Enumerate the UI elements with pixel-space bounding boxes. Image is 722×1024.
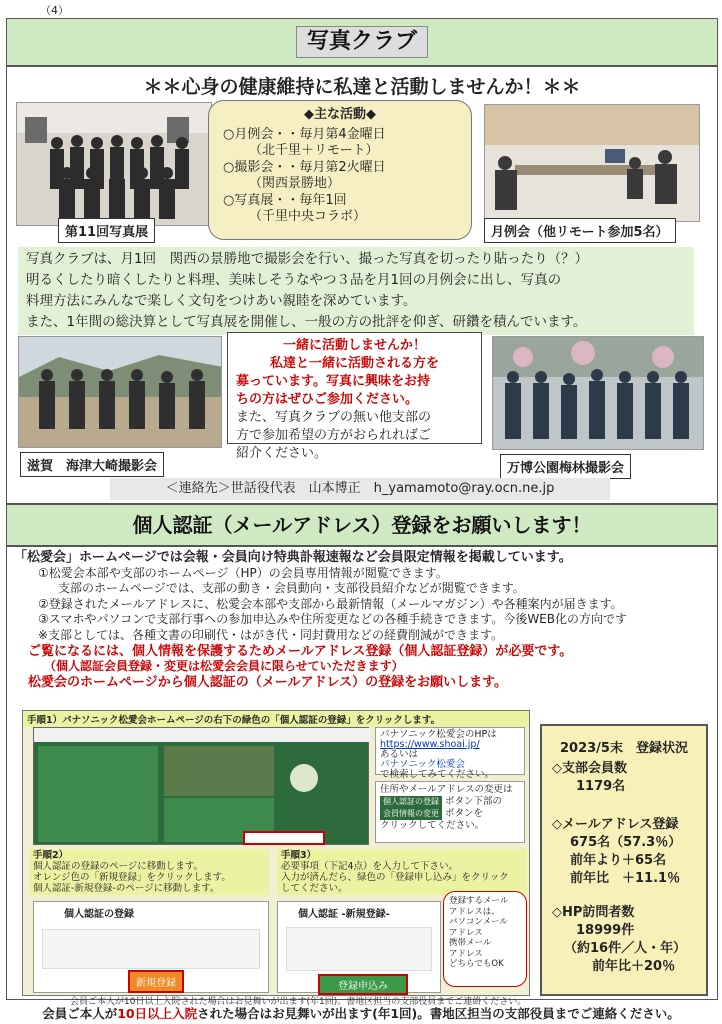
activity-line: ○写真展・・毎年1回 xyxy=(223,192,347,208)
footer-text: 会員ご本人が xyxy=(42,1006,118,1021)
step2-label xyxy=(29,849,269,895)
register-button-sample[interactable]: 個人認証の登録 xyxy=(380,796,442,808)
bubble-line: どちらでもOK xyxy=(449,959,504,969)
change-info-line: ボタンを xyxy=(445,808,484,819)
photo-club-description xyxy=(18,247,694,335)
stats-hp-label: ◇HP訪問者数 xyxy=(552,905,635,920)
apply-button[interactable]: 登録申込み xyxy=(318,974,408,995)
stats-email-value: 675名（57.3％） xyxy=(570,835,682,850)
change-info-line: ボタン下部の xyxy=(445,796,503,807)
registration-steps xyxy=(22,710,530,996)
bubble-line: アドレス xyxy=(449,927,483,938)
step2-line: 個人認証の登録のページに移動します。 xyxy=(33,861,204,872)
step3-line: してください。 xyxy=(281,883,348,894)
change-info-line: クリックしてください。 xyxy=(380,820,485,831)
photo-club-header xyxy=(6,18,718,66)
step3-line: 入力が済んだら、緑色の「登録申し込み」をクリック xyxy=(281,872,509,883)
hp-url-link[interactable]: https://www.shoai.jp/ xyxy=(380,739,480,750)
invite-line: 紹介ください。 xyxy=(236,446,328,461)
registration-red-line: ご覧になるには、個人情報を保護するためメールアドレス登録（個人認証登録）が必要です。 xyxy=(28,643,573,659)
stats-email-diff: 前年より＋65名 xyxy=(570,853,667,868)
stats-hp-ratio: 前年比＋20％ xyxy=(592,959,676,974)
step3-form-mock xyxy=(277,901,441,993)
invite-line: 私達と一緒に活動される方を xyxy=(269,356,439,371)
stats-members-label: ◇支部会員数 xyxy=(552,761,627,776)
step2-form-mock xyxy=(33,901,269,993)
stats-hp-value: 18999件 xyxy=(576,923,635,938)
shiga-photo xyxy=(18,336,222,448)
stats-hp-rate: （約16件／人・年） xyxy=(564,941,687,956)
banpaku-photo xyxy=(492,336,704,450)
step2-line: 手順2） xyxy=(33,850,69,861)
registration-red-line: （個人認証会員登録・変更は松愛会会員に限らせていただきます） xyxy=(44,659,404,674)
meeting-photo xyxy=(484,104,700,222)
bubble-line: アドレス xyxy=(449,948,483,959)
registration-item: ※支部としては、各種文書の印刷代・はがき代・同封費用などの経費削減ができます。 xyxy=(38,627,504,642)
step3-form-title: 個人認証 -新規登録- xyxy=(298,909,390,920)
step1-label: 手順1）パナソニック松愛会ホームページの右下の緑色の「個人認証の登録」をクリックします。 xyxy=(23,711,529,727)
registration-lead: 「松愛会」ホームページでは会報・会員向け特典訃報速報など会員限定情報を掲載しています。 xyxy=(14,550,572,565)
activity-line: （北千里＋リモート） xyxy=(249,143,379,158)
registration-item: ①松愛会本部や支部のホームページ（HP）の会員専用情報が閲覧できます。 xyxy=(38,565,448,580)
email-bubble xyxy=(443,891,527,987)
activity-line: （千里中央コラボ） xyxy=(249,209,367,224)
registration-header: 個人認証（メールアドレス）登録をお願いします！ xyxy=(6,504,718,546)
invite-line: ちの方はぜひご参加ください。 xyxy=(236,392,419,407)
registration-item: 支部のホームページでは、支部の動き・会員動向・支部役員紹介などが閲覧できます。 xyxy=(58,581,525,596)
exhibition-caption: 第11回写真展 xyxy=(58,218,155,243)
homepage-screenshot xyxy=(33,727,369,845)
shiga-caption: 滋賀 海津大崎撮影会 xyxy=(20,452,164,477)
registration-red-line: 松愛会のホームページから個人認証の（メールアドレス）の登録をお願いします。 xyxy=(28,674,508,690)
step3-line: 手順3） xyxy=(281,850,317,861)
stats-members-value: 1179名 xyxy=(576,779,626,794)
contact-info: ＜連絡先＞世話役代表 山本博正 h_yamamoto@ray.ocn.ne.jp xyxy=(110,478,610,500)
stats-email-ratio: 前年比 ＋11.1％ xyxy=(570,871,681,886)
activity-line: ○撮影会・・毎月第2火曜日 xyxy=(223,159,386,175)
change-info xyxy=(375,781,525,843)
footer-text: された場合はお見舞いが出ます(年1回)。書地区担当の支部役員までご連絡ください。 xyxy=(197,1006,680,1021)
hp-info-line: パナソニック松愛会 xyxy=(380,759,465,770)
invite-line: また、写真クラブの無い他支部の xyxy=(236,410,432,425)
stats-email-label: ◇メールアドレス登録 xyxy=(552,817,679,832)
step3-label xyxy=(277,849,527,895)
step3-line: 必要事項（下記4点）を入力して下さい。 xyxy=(281,861,459,872)
bubble-line: 登録するメール xyxy=(449,896,509,906)
activity-line: （関西景勝地） xyxy=(249,176,341,191)
description-line: 写真クラブは、月1回 関西の景勝地で撮影会を行い、撮った写真を切ったり貼ったり（？） xyxy=(26,251,589,267)
small-note: 会員ご本人が10日以上入院された場合はお見舞いが出ます(年1回)。書地区担当の支部役員までご連絡ください。 xyxy=(70,997,527,1007)
invitation-box xyxy=(227,332,482,461)
hp-info-line: あるいは xyxy=(380,749,419,760)
description-line: 明るくしたり暗くしたりと料理、美味しそうなやつ３品を月1回の月例会に出し、写真の xyxy=(26,272,562,288)
registration-stats xyxy=(540,724,708,996)
activity-line: ○月例会・・毎月第4金曜日 xyxy=(223,126,386,142)
photo-club-title: 写真クラブ xyxy=(296,26,428,58)
hp-info-line: で検索してみてください。 xyxy=(380,769,495,780)
meeting-caption: 月例会（他リモート参加5名） xyxy=(484,218,676,243)
stats-heading: 2023/5末 登録状況 xyxy=(560,741,688,756)
change-button-sample[interactable]: 会員情報の変更 xyxy=(380,808,442,820)
step2-line: オレンジ色の「新規登録」をクリックします。 xyxy=(33,872,231,883)
activities-box xyxy=(208,100,472,240)
change-info-line: 住所やメールアドレスの変更は xyxy=(380,784,513,795)
hp-info-line: パナソニック松愛会のHPは xyxy=(380,729,497,740)
step2-line: 個人認証-新規登録-のページに移動します。 xyxy=(33,883,220,894)
description-line: また、1年間の総決算として写真展を開催し、一般の方の批評を仰ぎ、研鑽を積んでいます。 xyxy=(26,314,587,330)
new-register-button[interactable]: 新規登録 xyxy=(128,970,184,993)
exhibition-photo xyxy=(16,102,212,226)
page-number: （4） xyxy=(40,4,69,17)
footer-notice xyxy=(0,1004,722,1022)
registration-item: ②登録されたメールアドレスに、松愛会本部や支部から最新情報（メールマガジン）や各種案内が届きます。 xyxy=(38,596,623,611)
invite-line: 方で参加希望の方がおられればご xyxy=(236,428,432,443)
step2-form-title: 個人認証の登録 xyxy=(64,909,134,920)
bubble-line: アドレスは、 xyxy=(449,906,500,917)
bubble-line: パソコンメール xyxy=(449,917,508,927)
photo-club-slogan: ＊＊心身の健康維持に私達と活動しませんか！＊＊ xyxy=(143,76,581,98)
hp-info xyxy=(375,727,525,780)
invite-line: 募っています。写真に興味をお持 xyxy=(236,374,430,389)
banpaku-caption: 万博公園梅林撮影会 xyxy=(500,454,631,479)
bubble-line: 携帯メール xyxy=(449,938,492,948)
activities-heading: ◆主な活動◆ xyxy=(304,107,376,122)
registration-body xyxy=(14,550,714,690)
registration-item: ③スマホやパソコンで支部行事への参加申込みや住所変更などの各種手続きできます。今後WEB化の方向です xyxy=(38,612,628,627)
description-line: 料理方法にみんなで楽しく文句をつけあい親睦を深めています。 xyxy=(26,293,417,309)
invite-line: 一緒に活動しませんか！ xyxy=(282,338,426,353)
footer-highlight: 10日以上入院 xyxy=(117,1006,198,1021)
